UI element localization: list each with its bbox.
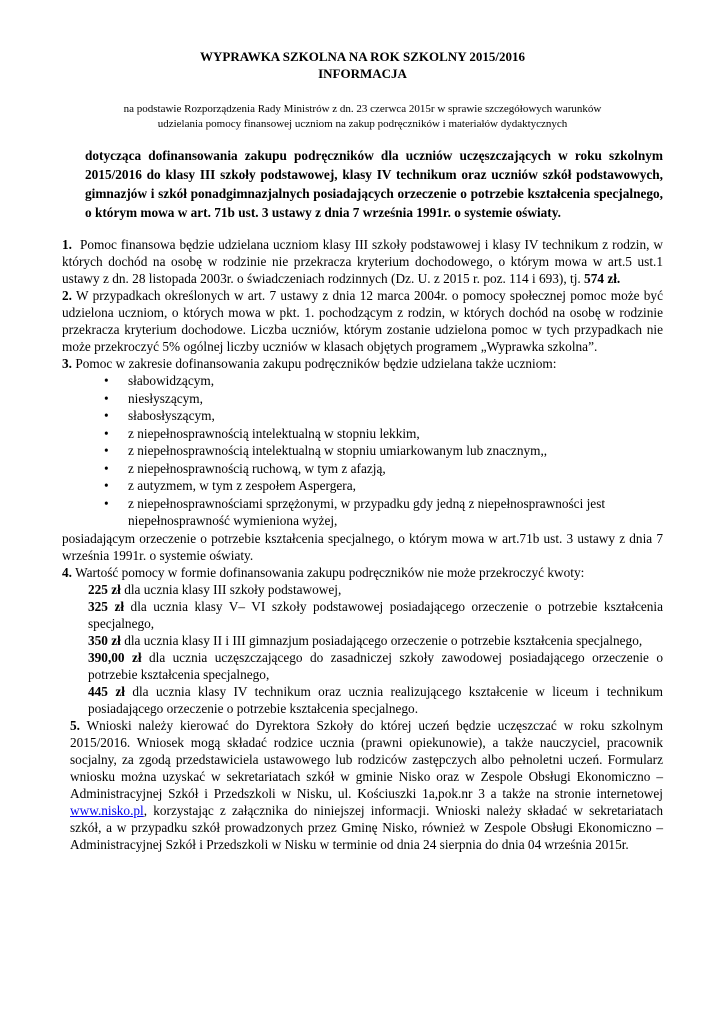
- section-2: [62, 287, 663, 355]
- list-item: [104, 390, 663, 408]
- amount-row: [88, 649, 663, 683]
- bullet-icon: •: [104, 425, 109, 441]
- list-item-text: z niepełnosprawnością intelektualną w stopniu umiarkowanym lub znacznym,,: [128, 443, 548, 458]
- list-item: [104, 460, 663, 478]
- list-item-text: słabosłyszącym,: [128, 408, 215, 423]
- legal-basis-line-2: udzielania pomocy finansowej uczniom na zakup podręczników i materiałów dydaktycznych: [157, 118, 568, 130]
- section-1: [62, 236, 663, 287]
- section-5-number: 5.: [70, 717, 80, 733]
- amount-text: dla ucznia klasy IV technikum oraz ucznia realizującego kształcenie w liceum i technikum posiadającego orzeczenie o potrzebie kształcenia specjalnego.: [88, 683, 663, 716]
- section-4-amounts: [62, 581, 663, 717]
- list-item-text: z autyzmem, w tym z zespołem Aspergera,: [128, 478, 356, 493]
- amount-text: dla ucznia uczęszczającego do zasadniczej szkoły zawodowej posiadającego orzeczenie o potrzebie kształcenia specjalnego,: [88, 649, 663, 682]
- list-item: [104, 425, 663, 443]
- amount-value: 225 zł: [88, 581, 121, 597]
- amount-value: 390,00 zł: [88, 649, 142, 665]
- title-line-2: INFORMACJA: [318, 66, 407, 81]
- amount-row: [88, 632, 663, 649]
- section-4: [62, 564, 663, 581]
- section-5: [62, 717, 663, 853]
- amount-row: [88, 683, 663, 717]
- list-item: [104, 442, 663, 460]
- section-1-amount: 574 zł.: [584, 271, 621, 286]
- amount-row: [88, 598, 663, 632]
- section-5-text-before-link: Wnioski należy kierować do Dyrektora Szkoły do której uczeń będzie uczęszczać w roku szkolnym 2015/2016. Wniosek mogą składać rodzice ucznia (prawni opiekunowie), a także nauczyciel, pracownik socjalny, za zgodą przedstawiciela ustawowego lub rodziców zastępczych albo pełnoletni uczeń. Formularz wniosku można uzyskać w sekretariatach szkół w gminie Nisko oraz w Zespole Obsługi Ekonomiczno –Administracyjnej Szkół i Przedszkoli w Nisku, ul. Kościuszki 1a,pok.nr 3 a także na stronie internetowej: [70, 717, 663, 801]
- section-3-intro: Pomoc w zakresie dofinansowania zakupu podręczników będzie udzielana także uczniom:: [75, 356, 557, 371]
- list-item: [104, 477, 663, 495]
- list-item-text: z niepełnosprawnością ruchową, w tym z afazją,: [128, 460, 386, 476]
- section-4-intro: Wartość pomocy w formie dofinansowania zakupu podręczników nie może przekroczyć kwoty:: [75, 564, 585, 580]
- amount-value: 445 zł: [88, 683, 125, 699]
- list-item: [104, 372, 663, 390]
- list-item-text: słabowidzącym,: [128, 373, 215, 388]
- amount-text: dla ucznia klasy II i III gimnazjum posiadającego orzeczenie o potrzebie kształcenia specjalnego,: [120, 632, 643, 648]
- bullet-icon: •: [104, 460, 109, 476]
- section-4-number: 4.: [62, 564, 72, 580]
- list-item-text: z niepełnosprawnością intelektualną w stopniu lekkim,: [128, 425, 420, 441]
- amount-value: 350 zł: [88, 632, 121, 648]
- section-3-closing: posiadającym orzeczenie o potrzebie kształcenia specjalnego, o którym mowa w art.71b ust. 3 ustawy z dnia 7 września 1991r. o systemie oświaty.: [62, 530, 663, 563]
- section-3-number: 3.: [62, 356, 72, 371]
- section-1-number: 1.: [62, 237, 72, 252]
- amount-text: dla ucznia klasy V– VI szkoły podstawowej posiadającego orzeczenie o potrzebie kształcenia specjalnego,: [88, 598, 664, 631]
- bullet-icon: •: [104, 408, 109, 423]
- bullet-icon: •: [104, 478, 109, 493]
- amount-text: dla ucznia klasy III szkoły podstawowej,: [120, 581, 342, 597]
- bullet-icon: •: [104, 390, 109, 406]
- legal-basis: [62, 102, 663, 132]
- amount-value: 325 zł: [88, 598, 125, 614]
- subject-paragraph: dotycząca dofinansowania zakupu podręczników dla uczniów uczęszczających w roku szkolnym 2015/2016 do klasy III szkoły podstawowej, klasy IV technikum oraz uczniów szkół podstawowych, gimnazjów i szkół ponadgimnazjalnych posiadających orzeczenie o potrzebie kształcenia specjalnego, o którym mowa w art. 71b ust. 3 ustawy z dnia 7 września 1991r. o systemie oświaty.: [85, 148, 663, 220]
- list-item-text: niesłyszącym,: [128, 390, 203, 406]
- section-3: [62, 355, 663, 372]
- bullet-icon: •: [104, 373, 109, 388]
- section-1-text: Pomoc finansowa będzie udzielana uczniom klasy III szkoły podstawowej i klasy IV technikum z rodzin, w których dochód na osobę w rodzinie nie przekracza kryterium dochodowego, o którym mowa w art.5 ust.1 ustawy z dn. 28 listopada 2003r. o świadczeniach rodzinnych (Dz. U. z 2015 r. poz. 114 i 693), tj.: [62, 237, 663, 286]
- title-line-1: WYPRAWKA SZKOLNA NA ROK SZKOLNY 2015/2016: [200, 49, 525, 64]
- section-2-number: 2.: [62, 288, 72, 303]
- list-item: [104, 407, 663, 425]
- section-2-text: W przypadkach określonych w art. 7 ustawy z dnia 12 marca 2004r. o pomocy społecznej pomoc może być udzielona uczniom, o których mowa w pkt. 1. pochodzącym z rodzin, w których dochód na osobę w rodzinie przekracza kryterium dochodowe. Liczba uczniów, którym zostanie udzielona pomoc w tych przypadkach nie może przekroczyć 5% ogólnej liczby uczniów w klasach objętych programem „Wyprawka szkolna”.: [62, 288, 663, 354]
- list-item: [104, 495, 663, 530]
- bullet-icon: •: [104, 443, 109, 458]
- website-link[interactable]: www.nisko.pl: [70, 802, 144, 818]
- legal-basis-line-1: na podstawie Rozporządzenia Rady Ministrów z dn. 23 czerwca 2015r w sprawie szczegółowych warunków: [123, 103, 602, 115]
- amount-row: [88, 581, 663, 598]
- list-item-text: z niepełnosprawnościami sprzężonymi, w przypadku gdy jedną z niepełnosprawności jest niepełnosprawność wymieniona wyżej,: [128, 495, 606, 528]
- document-title: [62, 48, 663, 82]
- section-3-list: [62, 372, 663, 530]
- bullet-icon: •: [104, 495, 109, 511]
- section-5-text-after-link: , korzystając z załącznika do niniejszej informacji. Wnioski należy składać w sekretariatach szkół, a w przypadku szkół prowadzonych przez Gminę Nisko, również w Zespole Obsługi Ekonomiczno – Administracyjnej Szkół i Przedszkoli w Nisku w terminie od dnia 24 sierpnia do dnia 04 września 2015r.: [70, 802, 663, 852]
